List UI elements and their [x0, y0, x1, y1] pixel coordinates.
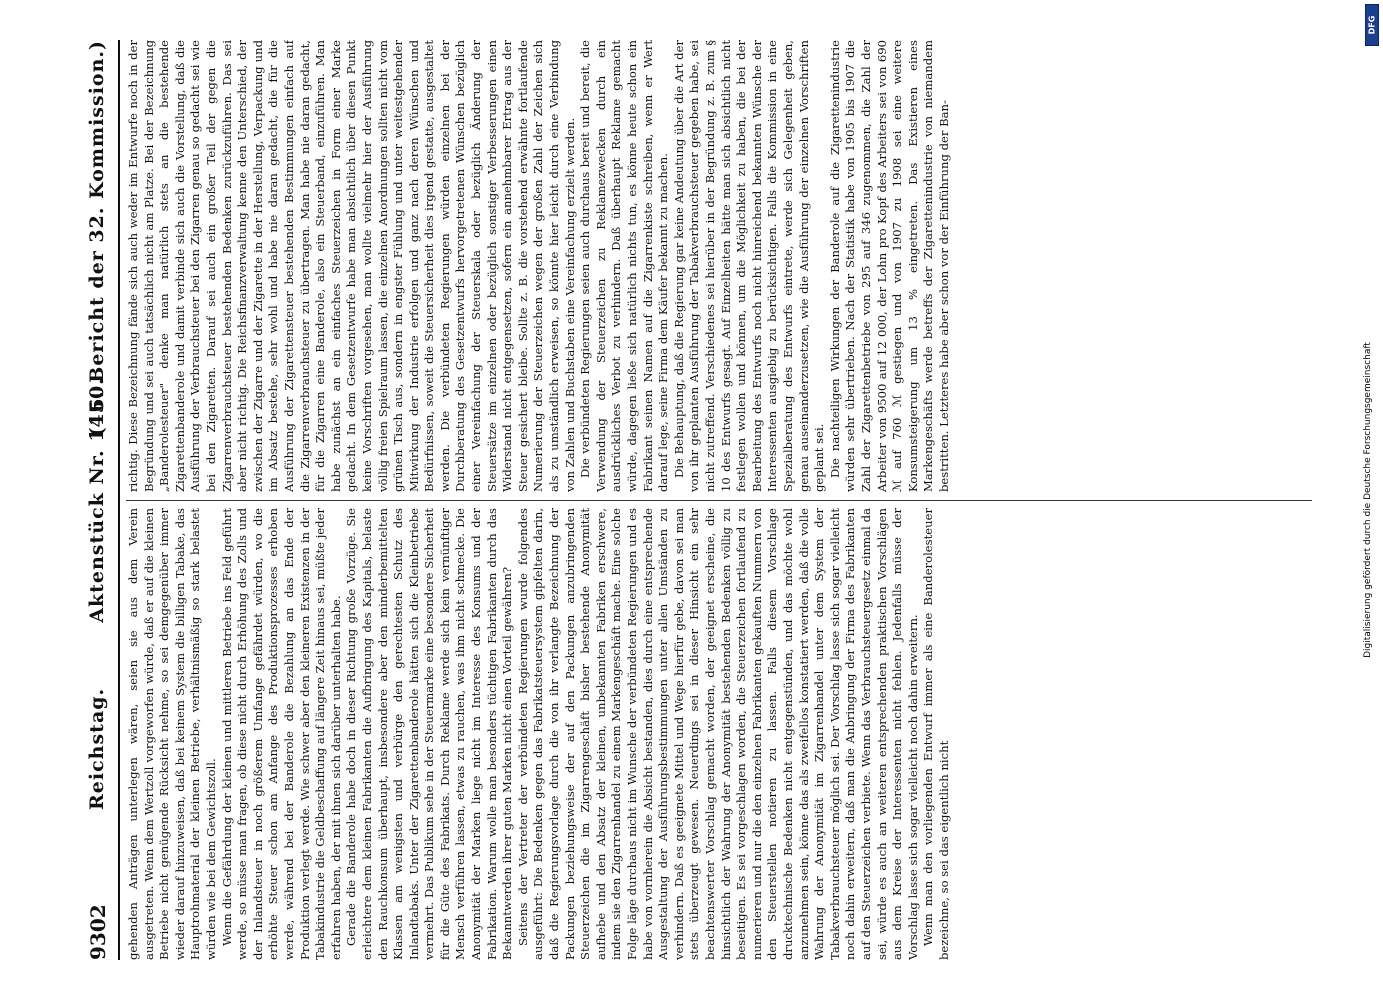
page-header: [80, 40, 120, 960]
paragraph: Wenn man den vorliegenden Entwurf immer als eine Banderolesteuer bezeichne, so sei das eigentlich nicht: [921, 508, 951, 960]
paragraph: Gerade die Banderole habe doch in dieser Richtung große Vorzüge. Sie erleichtere dem kleinen Fabrikanten die Aufbringung des Kapitals, belaste den Rauchkonsum überhaupt, insbesondere aber den minderbemittelten Klassen am wenigsten und verbürge den gerechtesten Schutz des Inlandtabaks. Unter der Zigarettenbanderole hätten sich die Kleinbetriebe vermehrt. Das Publikum sehe in der Steuermarke eine besondere Sicherheit für die Güte des Fabrikats. Durch Reklame werde sich kein vernünftiger Mensch verführen lassen, etwas zu rauchen, was ihm nicht schmecke. Die Anonymität der Marken liege nicht im Interesse des Konsums und der Fabrikation. Warum wolle man besonders tüchtigen Fabrikanten durch das Bekanntwerden ihrer guten Marken nicht einen Vorteil gewähren?: [344, 508, 515, 960]
paragraph: Die Behauptung, daß die Regierung gar keine Andeutung über die Art der von ihr geplanten Ausführung der Tabakverbrauchsteuer gegeben habe, sei nicht zutreffend. Verschiedenes sei hierüber in der Begründung z. B. zum § 10 des Entwurfs gesagt. Auf Einzelheiten hätte man sich absichtlich nicht festlegen wollen und können, um die Möglichkeit zu haben, die bei der Bearbeitung des Entwurfs noch nicht hinreichend bekannten Wünsche der Interessenten ausgiebig zu berücksichtigen. Falls die Kommission in eine Spezialberatung des Entwurfs eintrete, werde sich Gelegenheit geben, genau auseinanderzusetzen, wie die Ausführung der einzelnen Vorschriften geplant sei.: [671, 40, 827, 492]
document-page: [80, 40, 1320, 960]
paragraph: Seitens der Vertreter der verbündeten Regierungen wurde folgendes ausgeführt: Die Bedenken gegen das Fabrikatsteuersystem gipfelten darin, daß die Regierungsvorlage durch die von ihr verlangte Bezeichnung der Packungen beziehungsweise der auf den Packungen anzubringenden Steuerzeichen die im Zigarrengeschäft bisher bestehende Anonymität aufhebe und den Absatz der kleinen, unbekannten Fabriken erschwere, indem sie den Zigarrenhandel zu einem Markengeschäft mache. Eine solche Folge läge durchaus nicht im Wunsche der verbündeten Regierungen und es habe von vornherein die Absicht bestanden, dies durch eine entsprechende Ausgestaltung der Ausführungsbestimmungen unter allen Umständen zu verhindern. Daß es geeignete Mittel und Wege hierfür gebe, davon sei man stets überzeugt gewesen. Neuerdings sei in dieser Hinsicht ein sehr beachtenswerter Vorschlag gemacht worden, der geeignet erscheine, die hinsichtlich der Wahrung der Anonymität bestehenden Bedenken völlig zu beseitigen. Es sei vorgeschlagen worden, die Steuerzeichen fortlaufend zu numerieren und nur die den einzelnen Fabrikanten gekauften Nummern von den Steuerstellen notieren zu lassen. Falls diesem Vorschlage drucktechnische Bedenken nicht entgegenstünden, und das möchte wohl anzunehmen sein, könne das als zweifellos konstatiert werden, daß die volle Wahrung der Anonymität im Zigarrenhandel unter dem System der Tabakverbrauchsteuer möglich sei. Der Vorschlag lasse sich sogar vielleicht noch dahin erweitern, daß man die Anbringung der Firma des Fabrikanten auf den Steuerzeichen verbiete. Wenn das Verbrauchsteuergesetz einmal da sei, würde es auch an weiteren entsprechenden praktischen Vorschlägen aus dem Kreise der Interessenten nicht fehlen. Jedenfalls müsse der Vorschlag lasse sich sogar vielleicht noch dahin erweitern.: [515, 508, 920, 960]
paragraph: Wenn die Gefährdung der kleinen und mittleren Betriebe ins Feld geführt werde, so müsse man fragen, ob diese nicht durch Erhöhung des Zolls und der Inlandsteuer in noch größerem Umfange gefährdet würden, wo die erhöhte Steuer schon am Anfange des Produktionsprozesses erhoben werde, während bei der Banderole die Bezahlung an das Ende der Produktion verlegt werde. Wie schwer aber den kleineren Existenzen in der Tabakindustrie die Geldbeschaffung auf längere Zeit hinaus sei, müßte jeder erfahren haben, der mit ihnen sich darüber unterhalten habe.: [219, 508, 343, 960]
page-number: 9302: [86, 904, 110, 960]
column-divider: [126, 500, 1312, 501]
right-column: [126, 40, 1316, 492]
dfg-logo-label: DFG: [1367, 15, 1377, 35]
header-center-title: Aktenstück Nr. 1450.: [86, 377, 108, 623]
header-left-title: Reichstag.: [86, 687, 108, 810]
paragraph: Die nachteiligen Wirkungen der Banderole auf die Zigarettenindustrie würden sehr übertrieben. Nach der Statistik habe von 1905 bis 1907 die Zahl der Zigarettenbetriebe von 295 auf 346 zugenommen, die Zahl der Arbeiter von 9500 auf 12 000, der Lohn pro Kopf des Arbeiters sei von 690 ℳ auf 760 ℳ gestiegen und von 1907 zu 1908 sei eine weitere Konsumsteigerung um 13 % eingetreten. Das Existieren eines Markengeschäfts werde betreffs der Zigarettenindustrie von niemandem bestritten. Letzteres habe aber schon vor der Einführung der Ban-: [827, 40, 951, 492]
paragraph: gehenden Anträgen unterlegen wären, seien sie aus dem Verein ausgetreten. Wenn dem Wertzoll vorgeworfen würde, daß er auf die kleinen Betriebe nicht genügende Rücksicht nehme, so sei demgegenüber immer wieder darauf hinzuweisen, daß bei keinem System die billigen Tabake, das Hauptrohmaterial der kleinen Betriebe, verhältnismäßig so stark belastet würden wie bei dem Gewichtszoll.: [126, 508, 218, 960]
paragraph: Die verbündeten Regierungen seien auch durchaus bereit und bereit, die Verwendung der Steuerzeichen zu Reklamezwecken durch ein ausdrückliches Verbot zu verhindern. Daß überhaupt Reklame gemacht würde, dagegen ließe sich natürlich nichts tun, es könne heute schon ein Fabrikant seinen Namen auf die Zigarrenkiste schreiben, wenn er Wert darauf lege, seine Firma dem Käufer bekannt zu machen.: [578, 40, 671, 492]
paragraph: richtig. Diese Bezeichnung fände sich auch weder im Entwurfe noch in der Begründung und sei auch tatsächlich nicht am Platze. Bei der Bezeichnung „Banderolesteuer" denke man natürlich stets an die bestehende Zigarettenbanderole und damit verbinde sich auch die Vorstellung, daß die Ausführung der Verbrauchsteuer bei den Zigarren genau so gedacht sei wie bei den Zigaretten. Darauf sei auch ein großer Teil der gegen die Zigarrenverbrauchsteuer bestehenden Bedenken zurückzuführen. Das sei aber nicht richtig. Die Reichsfinanzverwaltung kenne den Unterschied, der zwischen der Zigarre und der Zigarette in der Herstellung, Verpackung und im Absatz bestehe, sehr wohl und habe nie daran gedacht, die für die Ausführung der Zigarettensteuer bestehenden Bestimmungen einfach auf die Zigarrenverbrauchsteuer zu übertragen. Man habe nie daran gedacht, für die Zigarren eine Banderole, also ein Steuerband, einzuführen. Man habe zunächst an ein einfaches Steuerzeichen in Form einer Marke gedacht. In dem Gesetzentwurfe habe man absichtlich über diesen Punkt keine Vorschriften vorgesehen, man wollte vielmehr hier der Ausführung völlig freien Spielraum lassen, die einzelnen Anordnungen sollten nicht vom grünen Tisch aus, sondern in engster Fühlung und unter weitestgehender Mitwirkung der Industrie erfolgen und ganz nach deren Wünschen und Bedürfnissen, soweit die Steuersicherheit dies irgend gestatte, ausgestaltet werden. Die verbündeten Regierungen würden einzelnen bei der Durchberatung des Gesetzentwurfs hervorgetretenen Wünschen bezüglich einer Vereinfachung der Steuerskala oder bezüglich Änderung der Steuersätze im einzelnen oder bezüglich sonstiger Verbesserungen einen Widerstand nicht entgegensetzen, sofern ein annehmbarer Ertrag aus der Steuer gesichert bleibe. Sollte z. B. die vorstehend erwähnte fortlaufende Numerierung der Steuerzeichen wegen der großen Zahl der Zeichen sich als zu umständlich erweisen, so könnte hier leicht durch eine Verbindung von Zahlen und Buchstaben eine Vereinfachung erzielt werden.: [126, 40, 577, 492]
digitization-note: Digitalisierung gefördert durch die Deutsche Forschungsgemeinschaft: [1363, 342, 1373, 658]
left-column: [126, 508, 1316, 960]
header-right-title: (16. Bericht der 32. Kommission.): [86, 40, 108, 437]
dfg-logo: [1365, 4, 1379, 46]
